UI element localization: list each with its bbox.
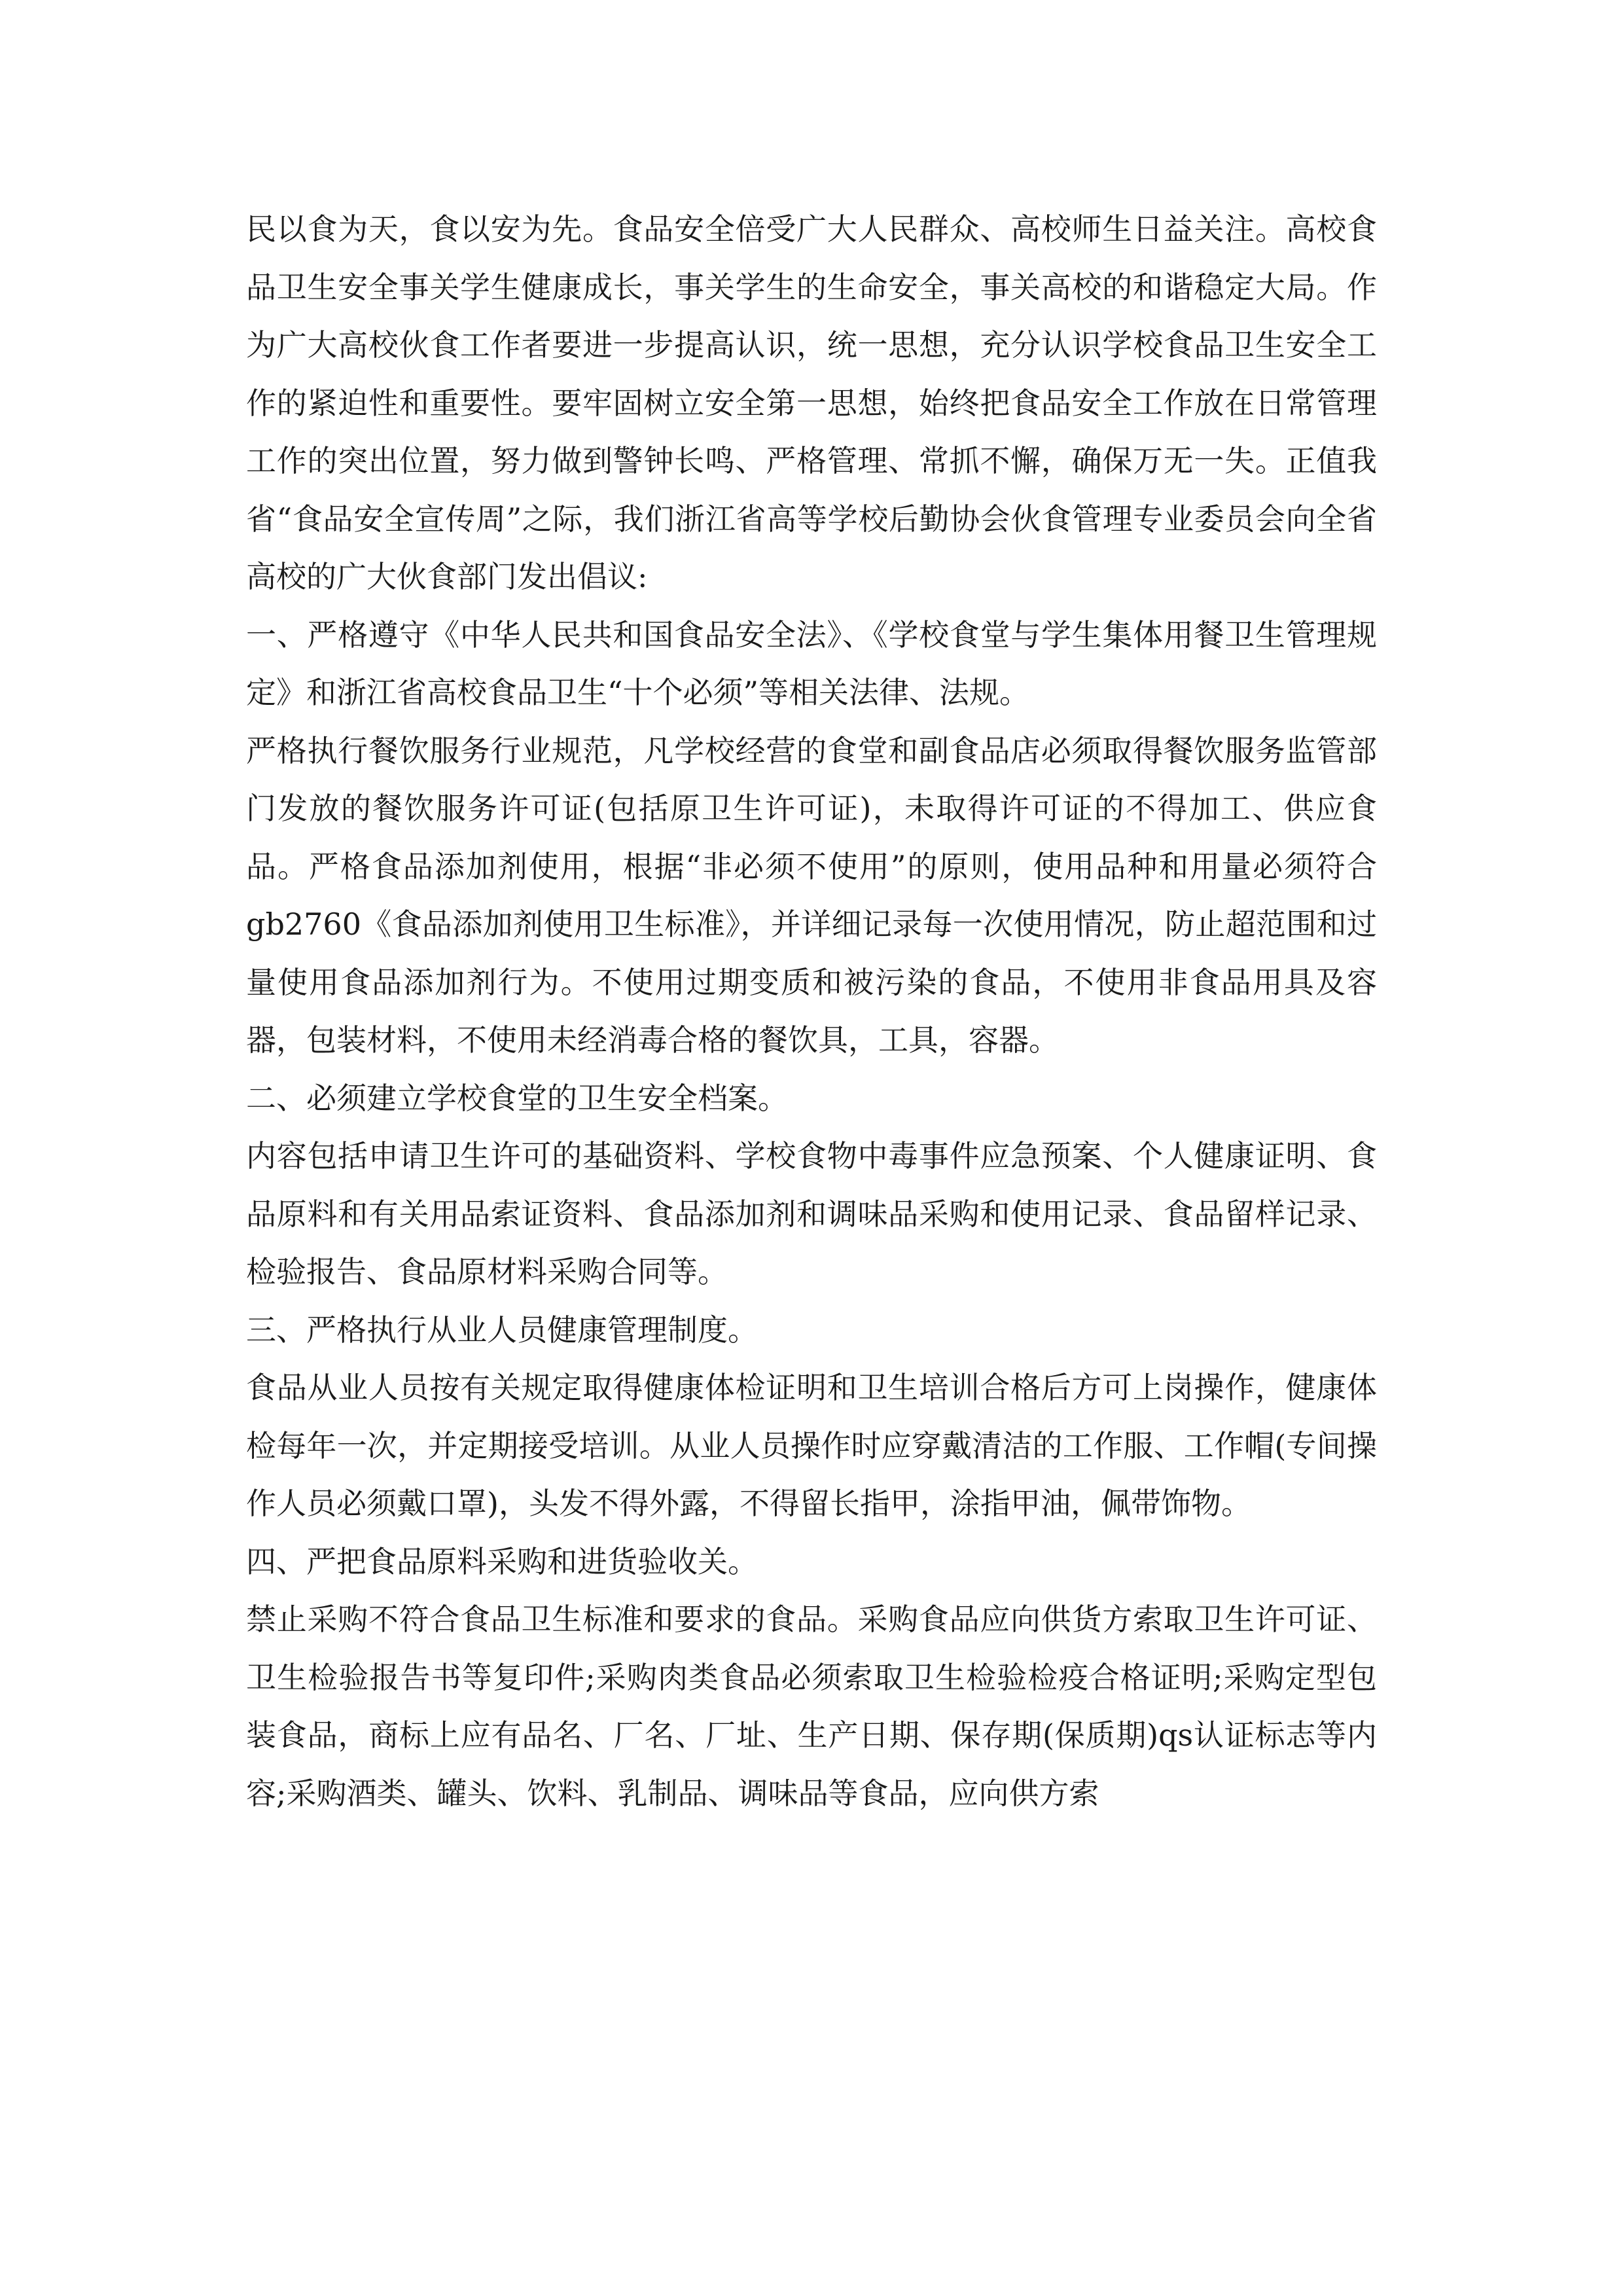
section-heading-1: 一、严格遵守《中华人民共和国食品安全法》、《学校食堂与学生集体用餐卫生管理规定》和浙江省高校食品卫生“十个必须”等相关法律、法规。 [246,617,1377,710]
section-heading-3: 三、严格执行从业人员健康管理制度。 [246,1312,758,1348]
section-body-1: 严格执行餐饮服务行业规范，凡学校经营的食堂和副食品店必须取得餐饮服务监管部门发放的餐饮服务许可证(包括原卫生许可证)，未取得许可证的不得加工、供应食品。严格食品添加剂使用，根据“非必须不使用”的原则，使用品种和用量必须符合 gb2760《食品添加剂使用卫生标准》，并详细记录每一次使用情况，防止超范围和过量使用食品添加剂行为。不使用过期变质和被污染的食品，不使用非食品用具及容器，包装材料，不使用未经消毒合格的餐饮具，工具，容器。 [246,732,1377,1058]
section-heading-2: 二、必须建立学校食堂的卫生安全档案。 [246,1080,788,1116]
section-body-3: 食品从业人员按有关规定取得健康体检证明和卫生培训合格后方可上岗操作，健康体检每年一次，并定期接受培训。从业人员操作时应穿戴清洁的工作服、工作帽(专间操作人员必须戴口罩)，头发不得外露，不得留长指甲，涂指甲油，佩带饰物。 [246,1370,1377,1521]
intro-paragraph: 民以食为天，食以安为先。食品安全倍受广大人民群众、高校师生日益关注。高校食品卫生安全事关学生健康成长，事关学生的生命安全，事关高校的和谐稳定大局。作为广大高校伙食工作者要进一步提高认识，统一思想，充分认识学校食品卫生安全工作的紧迫性和重要性。要牢固树立安全第一思想，始终把食品安全工作放在日常管理工作的突出位置，努力做到警钟长鸣、严格管理、常抓不懈，确保万无一失。正值我省“食品安全宣传周”之际，我们浙江省高等学校后勤协会伙食管理专业委员会向全省高校的广大伙食部门发出倡议: [246,211,1377,594]
section-heading-4: 四、严把食品原料采购和进货验收关。 [246,1543,758,1579]
section-body-4: 禁止采购不符合食品卫生标准和要求的食品。采购食品应向供货方索取卫生许可证、卫生检验报告书等复印件;采购肉类食品必须索取卫生检验检疫合格证明;采购定型包装食品，商标上应有品名、厂名、厂址、生产日期、保存期(保质期)qs认证标志等内容;采购酒类、罐头、饮料、乳制品、调味品等食品，应向供方索 [246,1602,1377,1811]
document-body [246,200,1377,1822]
section-body-2: 内容包括申请卫生许可的基础资料、学校食物中毒事件应急预案、个人健康证明、食品原料和有关用品索证资料、食品添加剂和调味品采购和使用记录、食品留样记录、检验报告、食品原材料采购合同等。 [246,1138,1377,1289]
